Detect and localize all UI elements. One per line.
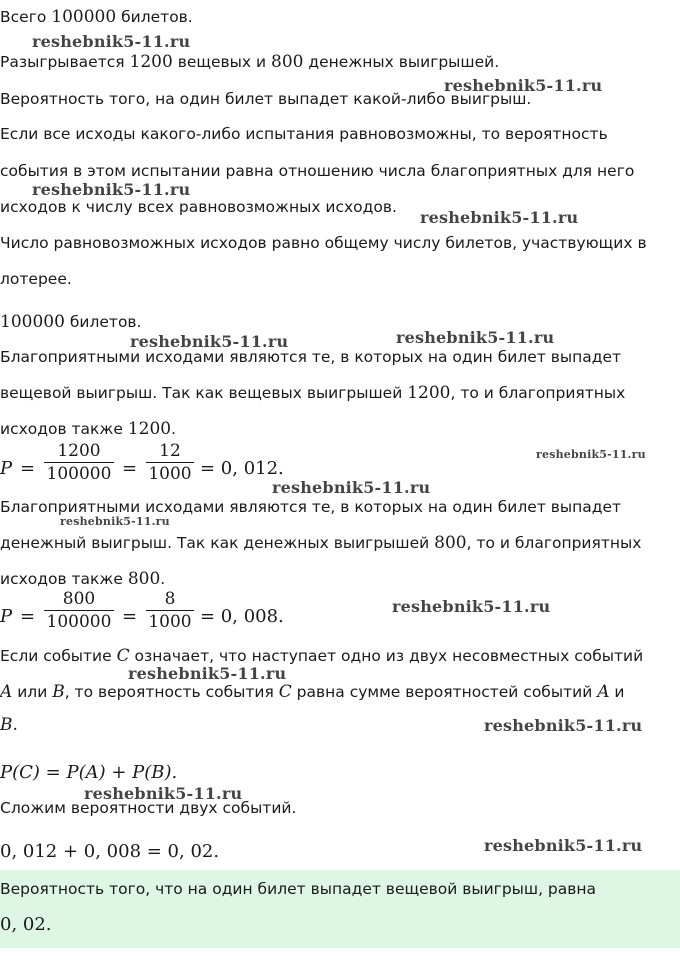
watermark: reshebnik5-11.ru (32, 180, 191, 199)
math-symbol: = (122, 458, 138, 479)
watermark: reshebnik5-11.ru (420, 208, 579, 227)
text-line-ticket-count: 100000 билетов. (0, 312, 142, 332)
math-number: 800 (127, 569, 161, 589)
text-line-definition-2: события в этом испытании равна отношению числа благоприятных для него (0, 162, 635, 180)
text-line-add-probabilities: Сложим вероятности двух событий. (0, 799, 297, 817)
text-line-favorable-money-2: денежный выигрыш. Так как денежных выигрышей 800, то и благоприятных (0, 533, 642, 553)
watermark: reshebnik5-11.ru (536, 448, 646, 461)
math-symbol: P (0, 606, 13, 627)
watermark: reshebnik5-11.ru (32, 32, 191, 51)
text-line-equal-outcomes-2: лотерее. (0, 270, 72, 288)
fraction: 12 1000 (146, 441, 194, 484)
math-result: = 0, 008. (200, 606, 284, 627)
formula-sum-rule: P(C) = P(A) + P(B). (0, 762, 178, 783)
math-symbol: A (0, 682, 13, 702)
text-line-favorable-money-1: Благоприятными исходами являются те, в которых на один билет выпадет (0, 498, 622, 516)
fraction: 1200 100000 (44, 441, 114, 484)
watermark: reshebnik5-11.ru (128, 664, 287, 683)
math-symbol: = (122, 606, 138, 627)
math-number: 1200 (129, 52, 173, 72)
text-line-favorable-1: Благоприятными исходами являются те, в которых на один билет выпадет (0, 348, 622, 366)
answer-box (0, 870, 680, 948)
watermark: reshebnik5-11.ru (484, 716, 643, 735)
watermark: reshebnik5-11.ru (444, 76, 603, 95)
text-line-sum-rule-1: Если событие C означает, что наступает одно из двух несовместных событий (0, 646, 644, 666)
formula-sum-result: 0, 012 + 0, 008 = 0, 02. (0, 841, 220, 862)
text-line-favorable-3: исходов также 1200. (0, 419, 177, 439)
watermark: reshebnik5-11.ru (84, 784, 243, 803)
math-symbol: A (597, 682, 610, 702)
text-line-favorable-2: вещевой выигрыш. Так как вещевых выигрышей 1200, то и благоприятных (0, 383, 626, 403)
math-result: = 0, 012. (200, 458, 284, 479)
math-number: 800 (271, 52, 304, 72)
math-symbol: C (278, 682, 292, 702)
text-line-sum-rule-3: B. (0, 715, 18, 735)
math-symbol: = (20, 606, 36, 627)
fraction: 8 1000 (146, 589, 194, 632)
watermark: reshebnik5-11.ru (392, 597, 551, 616)
watermark: reshebnik5-11.ru (60, 515, 170, 528)
math-symbol: B (0, 715, 13, 735)
math-symbol: P (0, 458, 13, 479)
text-line-sum-rule-2: A или B, то вероятность события C равна сумме вероятностей событий A и (0, 682, 625, 702)
math-number: 100000 (51, 7, 117, 27)
text-line-definition-1: Если все исходы какого-либо испытания равновозможны, то вероятность (0, 125, 608, 143)
math-number: 1200 (407, 383, 451, 403)
text-line-equal-outcomes-1: Число равновозможных исходов равно общему числу билетов, участвующих в (0, 234, 647, 252)
math-symbol: B (52, 682, 65, 702)
watermark: reshebnik5-11.ru (396, 328, 555, 347)
text-line-total-tickets: Всего 100000 билетов. (0, 7, 193, 27)
text-line-prizes: Разыгрывается 1200 вещевых и 800 денежных выигрышей. (0, 52, 500, 72)
watermark: reshebnik5-11.ru (272, 478, 431, 497)
text-line-definition-3: исходов к числу всех равновозможных исходов. (0, 198, 397, 216)
watermark: reshebnik5-11.ru (130, 332, 289, 351)
math-number: 1200 (127, 419, 172, 439)
answer-line-1: Вероятность того, что на один билет выпадет вещевой выигрыш, равна (0, 880, 597, 898)
math-symbol: C (116, 646, 130, 666)
math-symbol: = (20, 458, 36, 479)
math-number: 100000 (0, 312, 65, 332)
answer-line-2: 0, 02. (0, 914, 52, 935)
fraction: 800 100000 (44, 589, 114, 632)
text-line-question: Вероятность того, на один билет выпадет какой-либо выигрыш. (0, 90, 532, 108)
math-number: 800 (434, 533, 467, 553)
text-line-favorable-money-3: исходов также 800. (0, 569, 166, 589)
watermark: reshebnik5-11.ru (484, 836, 643, 855)
